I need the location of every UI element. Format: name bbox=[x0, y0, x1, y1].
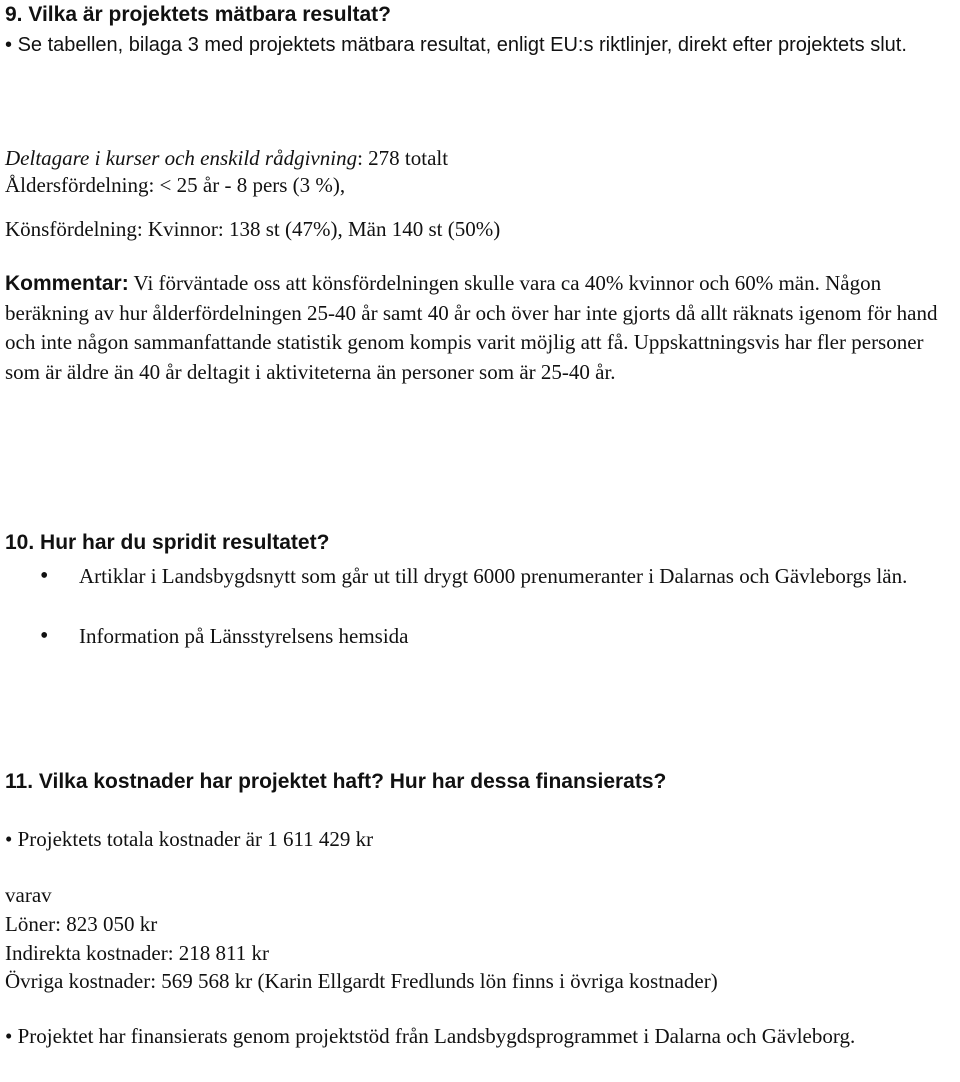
comment-label: Kommentar: bbox=[5, 272, 129, 295]
total-costs: Projektets totala kostnader är 1 611 429 kr bbox=[17, 827, 374, 851]
gender-distribution: Könsfördelning: Kvinnor: 138 st (47%), Män 140 st (50%) bbox=[5, 217, 501, 241]
financing-text: Projektet har finansierats genom projektstöd från Landsbygdsprogrammet i Dalarna och Gävleborg. bbox=[17, 1024, 856, 1048]
bullet: • bbox=[40, 563, 49, 589]
indirect-costs: Indirekta kostnader: 218 811 kr bbox=[5, 941, 269, 965]
participants-label: Deltagare i kurser och enskild rådgivning bbox=[5, 146, 358, 170]
list-item: Artiklar i Landsbygdsnytt som går ut till drygt 6000 prenumeranter i Dalarnas och Gävleborgs län. bbox=[79, 564, 908, 588]
participants-line bbox=[5, 145, 448, 171]
bullet: • bbox=[5, 827, 13, 851]
bullet: • bbox=[40, 623, 49, 649]
total-costs-line bbox=[5, 826, 373, 852]
list-item: Information på Länsstyrelsens hemsida bbox=[79, 624, 409, 648]
section-10-heading: 10. Hur har du spridit resultatet? bbox=[5, 531, 330, 554]
bullet: • bbox=[5, 1024, 13, 1048]
section-9-heading: 9. Vilka är projektets mätbara resultat? bbox=[5, 3, 391, 26]
section-11-heading: 11. Vilka kostnader har projektet haft? Hur har dessa finansierats? bbox=[5, 770, 667, 793]
bullet: • bbox=[5, 34, 13, 56]
age-distribution: Åldersfördelning: < 25 år - 8 pers (3 %), bbox=[5, 173, 346, 197]
varav-label: varav bbox=[5, 883, 52, 907]
other-costs: Övriga kostnader: 569 568 kr (Karin Ellgardt Fredlunds lön finns i övriga kostnader) bbox=[5, 969, 718, 993]
section-9-intro-text: Se tabellen, bilaga 3 med projektets mätbara resultat, enligt EU:s riktlinjer, direkt efter projektets slut. bbox=[17, 34, 907, 56]
comment-text: Vi förväntade oss att könsfördelningen skulle vara ca 40% kvinnor och 60% män. Någon beräkning av hur ålderfördelningen 25-40 år samt 40 år och över har inte gjorts då allt räknats igenom för hand och inte någon sammanfattande statistik genom kompis varit möjlig att få. Uppskattningsvis har fler personer som är äldre än 40 år deltagit i aktiviteterna än personer som är 25-40 år. bbox=[5, 271, 938, 384]
salaries-cost: Löner: 823 050 kr bbox=[5, 912, 158, 936]
comment-paragraph bbox=[5, 269, 950, 387]
section-9-intro bbox=[5, 31, 950, 60]
participants-value: : 278 totalt bbox=[357, 146, 449, 170]
financing-paragraph bbox=[5, 1022, 950, 1051]
